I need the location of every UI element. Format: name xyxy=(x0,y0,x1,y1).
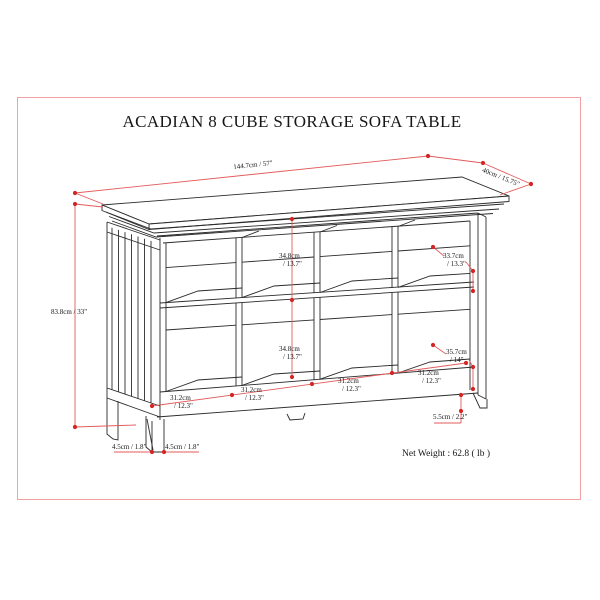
dim-leg-front-width-label: 4.5cm / 1.8" xyxy=(165,443,200,451)
dim-upper-cube-height-label xyxy=(279,252,302,268)
front-frame xyxy=(157,213,486,420)
dim-upper-right-cube-height-label xyxy=(443,252,466,268)
dim-line2: / 13.7" xyxy=(283,260,302,268)
dim-line1: 33.7cm xyxy=(443,252,464,260)
dim-width-label: 144.7cm / 57" xyxy=(232,158,274,172)
dim-line2: / 12.3" xyxy=(174,402,193,410)
dim-cube2-width-label xyxy=(241,386,264,402)
dim-leg-side-width-label: 4.5cm / 1.8" xyxy=(112,443,147,451)
cabinet-drawing xyxy=(102,177,509,452)
dim-cube1-width-label xyxy=(170,394,193,410)
dim-cube4-width-label xyxy=(418,369,441,385)
dim-line1: 31.2cm xyxy=(418,369,439,377)
dim-cube3-width-label xyxy=(338,377,361,393)
dim-line1: 31.2cm xyxy=(170,394,191,402)
dim-line2: / 13.7" xyxy=(283,353,302,361)
dim-line1: 31.2cm xyxy=(338,377,359,385)
dim-lower-cube-height-label xyxy=(279,345,302,361)
dim-line1: 34.8cm xyxy=(279,345,300,353)
dim-lower-right-cube-height-label xyxy=(446,348,467,364)
dim-line2: / 12.3" xyxy=(422,377,441,385)
dim-depth-label: 40cm / 15.75" xyxy=(481,166,521,189)
base-and-legs xyxy=(107,393,487,452)
dim-height-label: 83.8cm / 33" xyxy=(51,308,88,316)
page-title: ACADIAN 8 CUBE STORAGE SOFA TABLE xyxy=(122,112,462,131)
net-weight-label: Net Weight : 62.8 ( lb ) xyxy=(402,449,490,459)
left-side-panel xyxy=(107,222,160,417)
dim-line2: / 13.3" xyxy=(447,260,466,268)
dim-line2: / 14" xyxy=(450,356,464,364)
cube-dividers xyxy=(236,220,415,386)
dim-line1: 34.8cm xyxy=(279,252,300,260)
dim-line1: 35.7cm xyxy=(446,348,467,356)
dim-foot-height-label: 5.5cm / 2.2" xyxy=(433,413,468,421)
dim-line2: / 12.3" xyxy=(245,394,264,402)
dim-line1: 31.2cm xyxy=(241,386,262,394)
tabletop xyxy=(102,177,509,230)
dim-line2: / 12.3" xyxy=(342,385,361,393)
